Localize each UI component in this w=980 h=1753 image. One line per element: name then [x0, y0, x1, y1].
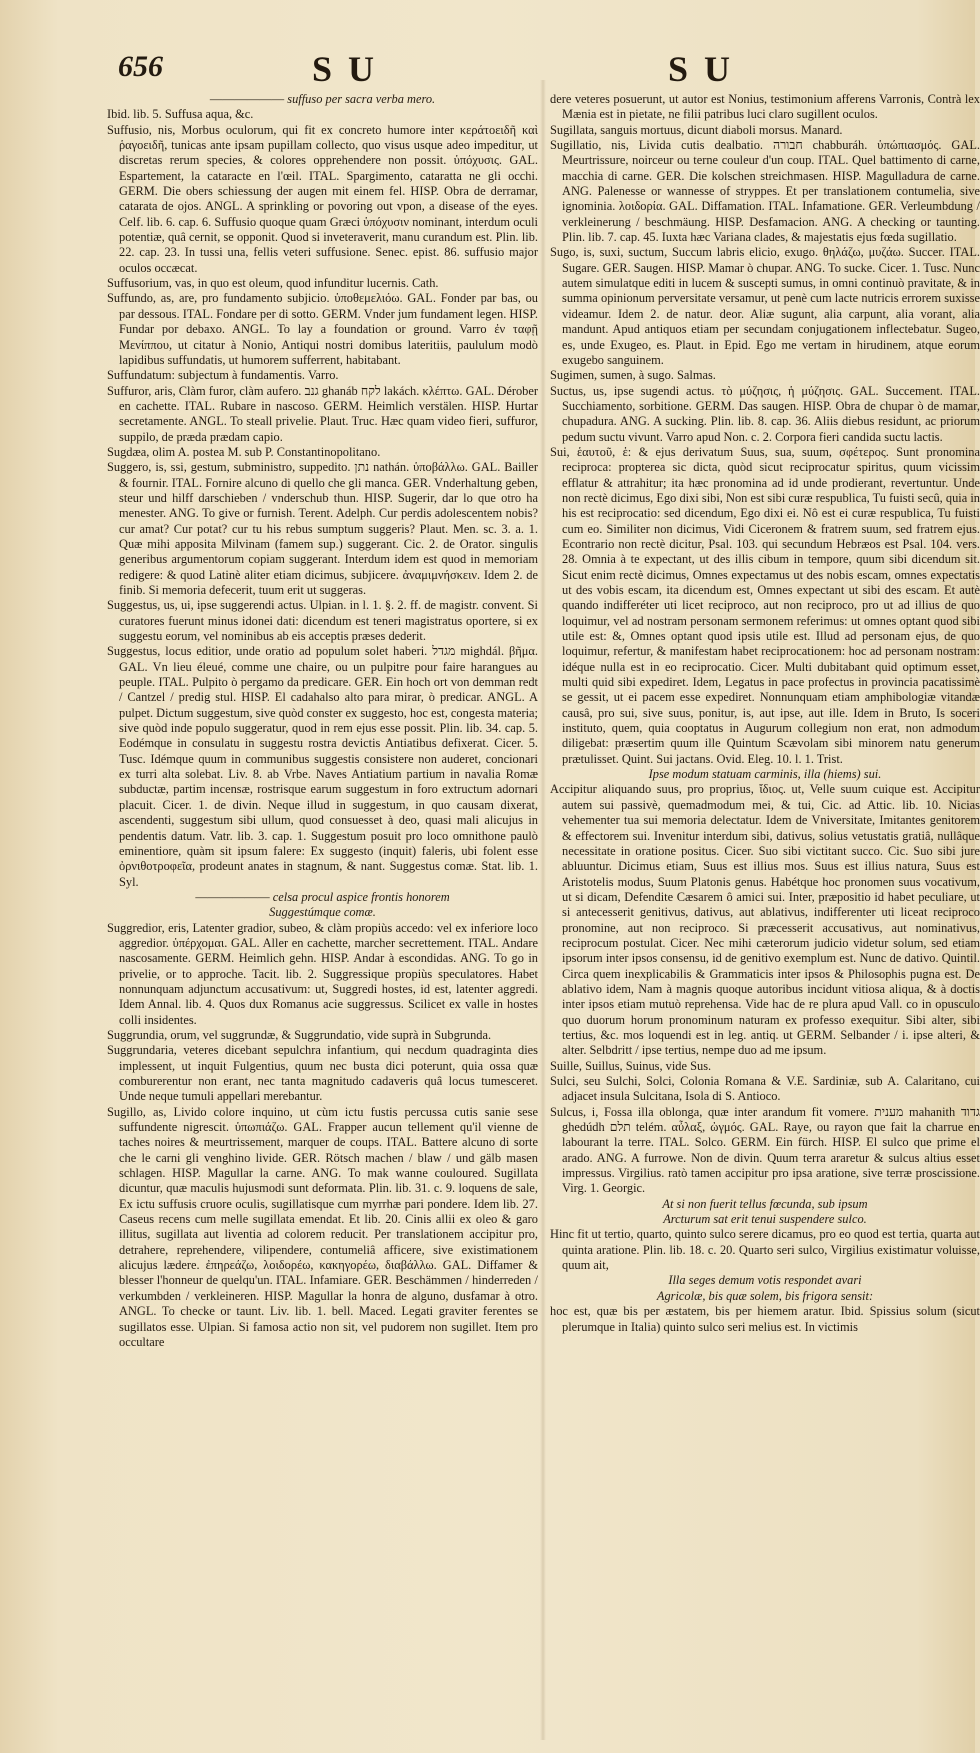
dictionary-entry: Suctus, us, ipse sugendi actus. τὸ μύζησις, ἡ μύζησις. GAL. Succement. ITAL. Succhiamento, sorbitione. GERM. Das saugen. HISP. Obra de chupar ò de mamar, chupadura. ANG. A sucking. Plin. lib. 8. cap. 36. Aliis diebus residunt, ac priorum pedum suctu vivunt. Varro apud Non. c. 2. Corpora fieri candida suctu lactis.: [550, 383, 980, 444]
dictionary-entry: Suggestus, us, ui, ipse suggerendi actus. Ulpian. in l. 1. §. 2. ff. de magistr. convent. Si curatores fuerunt minus idonei dati: dicendum est teneri magistratus oportere, si ex suggestu eorum, vel nominibus ab eis acceptis præses dederit.: [107, 598, 538, 644]
dictionary-entry: Suggrundia, orum, vel suggrundæ, & Suggrundatio, vide suprà in Subgrunda.: [107, 1027, 492, 1042]
verse-line: Agricolæ, bis quæ solem, bis frigora sensit:: [656, 1288, 874, 1303]
dictionary-entry: dere veteres posuerunt, ut autor est Nonius, testimonium afferens Varronis, Contrà lex Mænia est in pietate, ne filii patribus luci claro sugillent oculos.: [550, 92, 980, 122]
verse-line: Suggestúmque comæ.: [269, 905, 376, 920]
column-gutter: [540, 80, 546, 1740]
dictionary-entry: Suille, Suillus, Suinus, vide Sus.: [550, 1058, 712, 1073]
page-number: 656: [118, 50, 163, 83]
dictionary-entry: Sulci, seu Sulchi, Solci, Colonia Romana & V.E. Sardiniæ, sub A. Calaritano, cui adjacet insula Sulcitana, Isola di S. Antioco.: [550, 1074, 980, 1104]
right-column: [550, 92, 980, 1732]
verse-line: —————— suffuso per sacra verba mero.: [107, 92, 538, 107]
dictionary-entry: Suffuror, aris, Clàm furor, clàm aufero. גנב ghanáb לקח lakách. κλέπτω. GAL. Dérober en cachette. ITAL. Rubare in nascoso. GERM. Heimlich verstälen. HISP. Hurtar secretamente. ANGL. To steall privelie. Plaut. Truc. Hæc quam video fieri, suffuror, suppilo, de præda prædam capio.: [107, 383, 538, 444]
dictionary-entry: Sugillata, sanguis mortuus, dicunt diaboli morsus. Manard.: [550, 122, 843, 137]
left-column: [107, 92, 538, 1732]
dictionary-entry: Sugillo, as, Livido colore inquino, ut cùm ictu fustis percussa cutis sanie sese suffundente nigrescit. ὑπωπιάζω. GAL. Frapper aucun tellement qu'il vienne de taches noires & meurtrissement, marquer de coups. ITAL. Battere alcuno di sorte che le carni gli venghino livide. GER. Rötsch machen / blaw / und gälb masen schlagen. HISP. Magullar la carne. ANG. To mak wanne couloured. Sugillata dicuntur, quæ maculis hujusmodi sunt deformata. Plin. lib. 31. c. 9. loquens de sale, Ex ictu suffusis cruore oculis, sugillatisque cum myrrhæ pari pondere. Idem lib. 27. Caseus recens cum melle sugillata emendat. Et lib. 20. Cinis allii ex oleo & garo illitus, sugillata aut liventia ad colorem reducit. Per translationem accipitur pro, detrahere, reprehendere, vilipendere, contumeliâ afficere, sive existimationem alicujus lædere. ἐπηρεάζω, λοιδορέω, κακηγορέω, διαβάλλω. GAL. Diffamer & blesser l'honneur de quelqu'un. ITAL. Infamiare. GER. Beschämmen / hinderreden / verkumbden / verkleineren. HISP. Magullar la honra de alguno, dusfamar à otro. ANGL. To checke or taunt. Liv. lib. 1. bell. Maced. Legati graviter ferentes se sugillatos esse. Ulpian. Si famosa actio non sit, vel pudorem non sugillet. Item pro occultare: [107, 1104, 538, 1349]
dictionary-entry: Suggestus, locus editior, unde oratio ad populum solet haberi. מגדל mighdál. βῆμα. GAL. Vn lieu éleué, comme une chaire, ou un pulpitre pour faire harangues au peuple. ITAL. Pulpito ò pergamo da predicare. GER. Ein hoch ort von demman redt / Cantzel / predig stul. HISP. El cadahalso alto para mirar, ò predicar. ANGL. A pulpet. Dictum suggestum, sive quòd conster ex suggesto, hoc est, congesta materia; sive quòd inde populo suggeratur, quod in rem ejus esse possit. Plin. lib. 34. cap. 5. Eodémque in consulatu in suggestu rostra devictis Antiatibus defixerat. Cicer. 5. Tusc. Idémque quum in communibus suggestis consistere non auderet, concionari ex turri alta solebat. Liv. 8. ab Vrbe. Naves Antiatium partium in navalia Romæ subductæ, partim incensæ, rostrisque earum suggestum in foro extructum adornari placuit. Cicer. 1. de divin. Neque illud in suggestum, in quo causam dixerat, ascendenti, suggestum sibi ullum, quod consuesset à deo, quasi mali alicujus in pendentis datum. Vatr. lib. 3. cap. 1. Suggestum posuit pro loco omnithone paulò eminentiore, quàm sit ipsum falere: Ex suggesto (inquit) faleris, ubi folent esse ὀρνιθοτροφεῖα, prodeunt anates in stagnum, & nant. Suggestus comæ. Stat. lib. 1. Syl.: [107, 644, 539, 889]
dictionary-entry: Suggrundaria, veteres dicebant sepulchra infantium, qui necdum quadraginta dies implessent, ut inquit Fulgentius, quum nec busta dici poterunt, quia ossa quæ comburerentur non erant, nec tanta magnitudo cadaveris quâ locus tumesceret. Unde neque tumuli appellari merebantur.: [107, 1043, 538, 1104]
running-head-left: SU: [312, 49, 391, 89]
verse-line: Illa seges demum votis respondet avari: [668, 1273, 862, 1288]
verse-line: At si non fuerit tellus fœcunda, sub ipsum: [662, 1196, 868, 1211]
dictionary-entry: Ibid. lib. 5. Suffusa aqua, &c.: [107, 107, 254, 122]
dictionary-entry: Accipitur aliquando suus, pro proprius, ἴδιος. ut, Velle suum cuique est. Accipitur autem sui passivè, quemadmodum mei, & tui, Cic. ad Attic. lib. 10. Nicias vehementer tua sui memoria delectatur. Idem de Vniversitate, Imitantes genitorem & effectorem sui. Invenitur interdum sibi, dativus, solius vetustatis gratiâ, nullâque necessitate in oratione positus. Cicer. Suo sibi victitant succo. Cic. Suo sibi jure abluuntur. Dicimus etiam, Suus est illius mos. Suus est illius natura, Suus est Aristotelis modus, Suum Platonis genus. Habétque hoc pronomen suus vocativum, ut si dicam, Defendite Cæsarem ô amici sui. Inter, præpositio id habet peculiare, ut si antecesserit genitivus, dativus, aut ablativus, indifferenter uti liceat reciproco pronomine, aut non reciproco. Si præcesserit accusativus, aut nominativus, reciprocum postulat. Cicer. Nec mihi cæterorum judicio videtur solum, sed etiam ipsorum inter ipsos consensu, id de genitivo exemplum est. Nunc de dativo. Quintil. Circa quem inexplicabilis & Grammaticis inter ipsos & Philosophis pugna est. De ablativo idem, Nam à magnis quoque autoribus incidunt vitiosa aliqua, & à doctis inter ipsos etiam mutuò reprehensa. Vide hac de re plura apud Vall. co in opusculo quo duorum horum pronominum naturam ex professo exequitur. Sibi alter, sibi tertius, &c. mos loquendi est in leg. antiq. ut GERM. Selbander / i. ipse alteri, & alter. Selbdritt / ipse tertius, nempe duo ad me ipsum.: [550, 782, 980, 1058]
dictionary-entry: Suggredior, eris, Latenter gradior, subeo, & clàm propiùs accedo: vel ex inferiore loco aggredior. ὑπέρχομαι. GAL. Aller en cachette, marcher secrettement. ITAL. Andare nascosamente. GERM. Heimlich gehn. HISP. Andar à escondidas. ANG. To go in privelie, or to approche. Tacit. lib. 2. Suggressique propiùs speculatores. Habet nonnunquam adjunctum accusativum: ut, Suggredi hostes, id est, latenter aggredi. Idem Annal. lib. 4. Quos dux Romanus acie suggressus. Scilicet ex valle in hostes colli insidentes.: [107, 920, 538, 1027]
running-head-right: SU: [668, 49, 747, 89]
dictionary-entry: Sugo, is, suxi, suctum, Succum labris elicio, exugo. θηλάζω, μυζάω. Succer. ITAL. Sugare. GER. Saugen. HISP. Mamar ò chupar. ANG. To sucke. Cicer. 1. Tusc. Nunc autem simulatque editi in lucem & suscepti sumus, in omni continuò pravitate, & in summa opinionum perversitate versamur, ut penè cum lacte nutricis errorem suxisse videamur. Idem 2. de natur. deor. Aliæ sugunt, alia carpunt, alia vorant, alia mandunt. Apud antiquos etiam per secundam conjugationem inflectebatur. Sugeo, es, unde Exugeo, es. Plaut. in Epid. Ego me vertam in hirudinem, atque eorum exugebo sanguinem.: [550, 245, 980, 367]
verse-line: Ipse modum statuam carminis, illa (hiems) sui.: [648, 767, 882, 782]
dictionary-entry: Sugillatio, nis, Livida cutis dealbatio. חבורה chabburáh. ὑπώπιασμός. GAL. Meurtrissure, noirceur ou terne couleur d'un coup. ITAL. Quel battimento di carne, macchia di carne. GER. Die kolschen streichmasen. HISP. Magulladura de carne. ANG. Palenesse or wannesse of stryppes. Et per translationem contumelia, sive ignominia. λοιδορία. GAL. Diffamation. ITAL. Infamatione. GER. Verleumbdung / verkleinerung / beschmäung. HISP. Desfamacion. ANG. A checking or taunting. Plin. lib. 7. cap. 45. Iuxta hæc Variana clades, & majestatis ejus fœda sugillatio.: [550, 138, 980, 245]
dictionary-entry: Sugdæa, olim A. postea M. sub P. Constantinopolitano.: [107, 444, 381, 459]
dictionary-entry: Suggero, is, ssi, gestum, subministro, suppedito. נתן nathán. ὑποβάλλω. GAL. Bailler & fournir. ITAL. Fornire alcuno di quello che gli manca. GER. Vnderhaltung geben, steur und hilff darschieben / vnderschub thun. HISP. Sugerir, dar lo que otro ha menester. ANG. To give or furnish. Terent. Adelph. Cur perdis adolescentem nobis? cur amat? Cur potat? cur tu his rebus sumptum suggeris? Plaut. Men. sc. 3. a. 1. Quæ mihi apposita Milvinam (famem sup.) suggerant. Cic. 2. de Orator. singulis generibus argumentorum copiam suggerant. Interdum idem est quod in memoriam redigere: & quod Latinè aliter etiam dicimus, subjicere. ἀναμιμνήσκειν. Idem 2. de finib. Si memoria defecerit, tuum erit ut suggeras.: [107, 460, 538, 597]
dictionary-entry: hoc est, quæ bis per æstatem, bis per hiemem aratur. Ibid. Spissius solum (sicut plerumque in Italia) quinto sulco seri melius est. In victimis: [550, 1304, 980, 1334]
dictionary-entry: Suffundatum: subjectum à fundamentis. Varro.: [107, 368, 339, 383]
dictionary-entry: Suffusorium, vas, in quo est oleum, quod infunditur lucernis. Cath.: [107, 276, 439, 291]
verse-line: Arcturum sat erit tenui suspendere sulco.: [663, 1212, 867, 1227]
verse-line: —————— celsa procul aspice frontis honorem: [107, 890, 538, 905]
dictionary-entry: Hinc fit ut tertio, quarto, quinto sulco serere dicamus, pro eo quod est tertia, quarta aut quinta aratione. Plin. lib. 18. c. 20. Quarto seri sulco, Virgilius existimatur voluisse, quum ait,: [550, 1227, 980, 1273]
dictionary-entry: Sui, ἑαυτοῦ, ἑ: & ejus derivatum Suus, sua, suum, σφέτερος. Sunt pronomina reciproca: propterea sic dicta, quòd sicut reciprocatur spiritus, quum vicissim efflatur & attrahitur; ita hæc pronomina ad id unde prodierant, revertuntur. Unde non rectè dicimus, Ego dixi sibi, Non est sibi curæ respublica, Tu fuisti secû, quia in his est reciprocatio: sed dicendum, Ego dixi ei. Nô est ei curæ respublica, Tu fuisti cum eo. Similiter non dicimus, Vidi Ciceronem & fratrem suum, sed fratrem ejus. Econtrario non rectè dicitur, Psal. 103. qui secundum Hebræos est Psal. 104. vers. 28. Omnia à te expectant, ut des illis cibum in tempore, quum sibi dicendum sit. Sicut enim rectè dicimus, Omnes expectamus ut des nobis escam, omnes expectatis ut des vobis escam, ita dicendum est, Omnes expectant ut sibi des escam. Et autè quando indifferéter uti licet reciproco, aut non reciproco, pro ut ad illius de quo loquimur, vel ad nostram personam sermonem referimus: ut omnes optant quod sibi utile est: &, Omnes optant quod ipsis utile est. Illud ad personam ejus, de quo loquimur, refertur, & manifestam habet reciprocationem: hoc ad personam nostram: idéque nulla est in eo reciprocatio. Cicer. Multi dubitabant quid optimum esset, multi quid sibi expediret. Idem, Legatus in pace profectus in provincia pacatissimè se gessit, ut ei pacem esse expediret. Nonnunquam etiam amphibologiæ vitandæ causâ, pro sui, sive suus, ponitur, is, aut ipse, aut ille. Idem in Bruto, Is soceri instituto, quem, quia cooptatus in Augurum collegium non erat, non admodum diligebat: præsertim quum ille Quintum Scævolam sibi minorem natu generum prætulisset. Quint. Sui jactans. Ovid. Eleg. 10. l. 1. Trist.: [550, 444, 980, 766]
dictionary-entry: Sugimen, sumen, à sugo. Salmas.: [550, 368, 716, 383]
dictionary-entry: Sulcus, i, Fossa illa oblonga, quæ inter arandum fit vomere. מענית mahanith גדוד ghedúdh תלם telém. αὖλαξ, ὠγμός. GAL. Raye, ou rayon que fait la charrue en labourant la terre. ITAL. Solco. GERM. Ein fürch. HISP. El sulco que prime el arado. ANG. A furrowe. Non de divin. Quum terra araretur & sulcus altius esset impressus. Virgilius. ratò tamen accipitur pro ipsa aratione, sive terræ proscissione. Virg. 1. Georgic.: [550, 1104, 980, 1196]
dictionary-entry: Suffusio, nis, Morbus oculorum, qui fit ex concreto humore inter κεράτοειδῆ καὶ ῥαγοειδῆ, tunicas ante ipsam pupillam collecto, quo visus usque adeo impeditur, ut discretas rerum species, & colores opprehendere non possit. ὑπόχυσις. GAL. Espartement, la cataracte en l'œil. ITAL. Spargimento, cataratta ne gli occhi. GERM. Die obers schiessung der augen mit einem fel. HISP. Obra de derramar, catarata de ojos. ANGL. A sprinkling or povoring out vpon, a disease of the eyes. Celf. lib. 6. cap. 6. Suffusio quoque quam Græci ὑπόχυσιν nominant, interdum oculi potentiæ, quâ cernit, se opponit. Quod si inveteraverit, manu curandum est. Plin. lib. 22. cap. 23. In tussi una, fellis veteri suffusione. Senec. epist. 86. suffusio major oculos occæcat.: [107, 122, 538, 275]
dictionary-entry: Suffundo, as, are, pro fundamento subjicio. ὑποθεμελιόω. GAL. Fonder par bas, ou par dessous. ITAL. Fondare per di sotto. GERM. Vnder jum fundament legen. HISP. Fundar por debaxo. ANGL. To lay a foundation or ground. Varro ἐν ταφῇ Μενίππου, ut citatur à Nonio, Antiqui nostri domibus lateritiis, paululum modò lapidibus suffundatis, ut humorem sufferrent, habitabant.: [107, 291, 538, 367]
page-header: [0, 48, 975, 94]
